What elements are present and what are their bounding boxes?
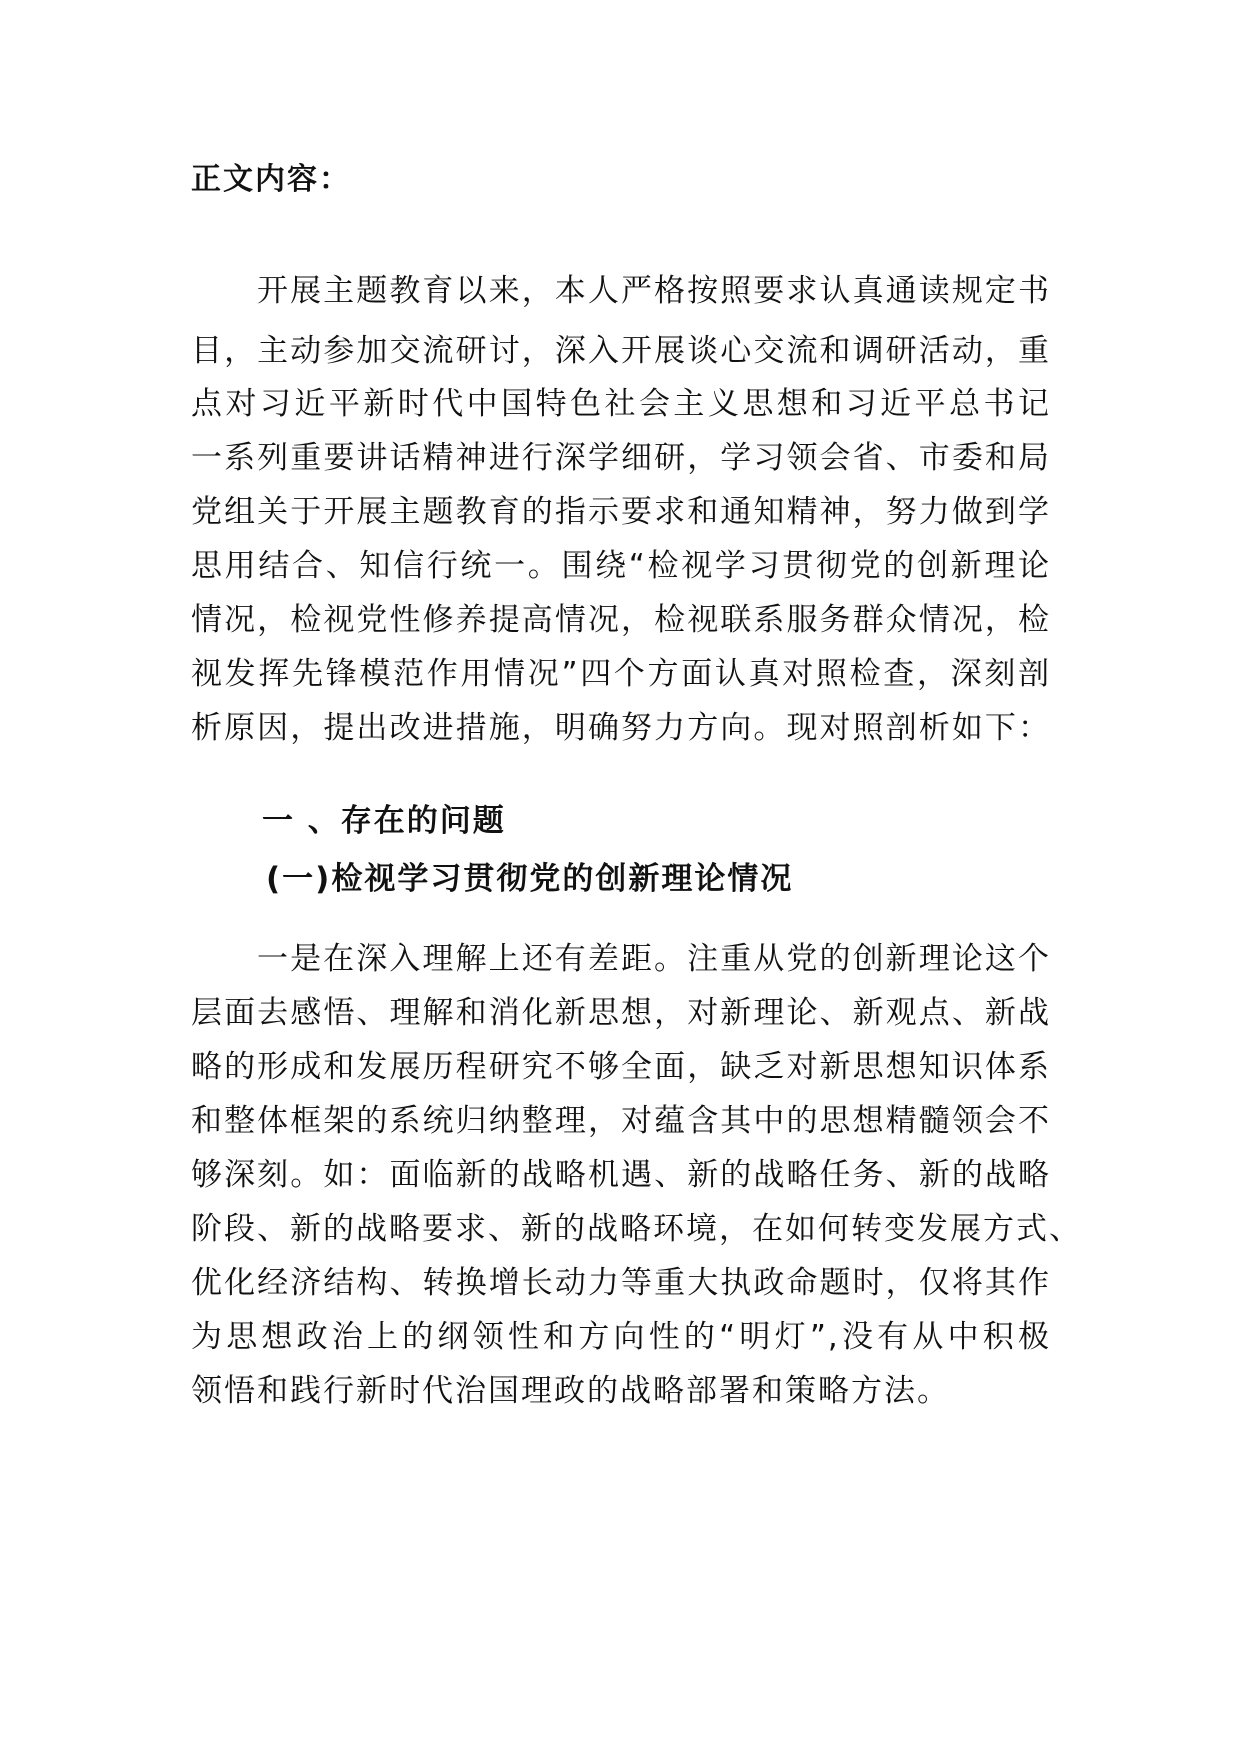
- intro-line: 析原因，提出改进措施，明确努力方向。现对照剖析如下：: [191, 710, 1051, 746]
- body-line: 够深刻。如：面临新的战略机遇、新的战略任务、新的战略: [191, 1157, 1051, 1193]
- body-line: 略的形成和发展历程研究不够全面，缺乏对新思想知识体系: [191, 1049, 1051, 1085]
- document-heading: 正文内容：: [191, 162, 351, 197]
- body-line: 一是在深入理解上还有差距。注重从党的创新理论这个: [257, 941, 1051, 977]
- intro-line: 一系列重要讲话精神进行深学细研，学习领会省、市委和局: [191, 440, 1051, 476]
- sub-section-title: (一)检视学习贯彻党的创新理论情况: [266, 861, 794, 897]
- intro-line: 情况，检视党性修养提高情况，检视联系服务群众情况，检: [191, 602, 1051, 638]
- intro-line: 开展主题教育以来，本人严格按照要求认真通读规定书: [257, 273, 1051, 309]
- intro-line: 思用结合、知信行统一。围绕“检视学习贯彻党的创新理论: [191, 548, 1051, 584]
- body-line: 为思想政治上的纲领性和方向性的“明灯”,没有从中积极: [191, 1319, 1051, 1355]
- body-line: 和整体框架的系统归纳整理，对蕴含其中的思想精髓领会不: [191, 1103, 1051, 1139]
- section-title: 一 、存在的问题: [262, 803, 506, 839]
- body-line: 阶段、新的战略要求、新的战略环境，在如何转变发展方式、: [191, 1211, 1082, 1247]
- intro-line: 视发挥先锋模范作用情况”四个方面认真对照检查，深刻剖: [191, 656, 1051, 692]
- body-line: 层面去感悟、理解和消化新思想，对新理论、新观点、新战: [191, 995, 1051, 1031]
- body-line: 领悟和践行新时代治国理政的战略部署和策略方法。: [191, 1373, 950, 1409]
- body-line: 优化经济结构、转换增长动力等重大执政命题时，仅将其作: [191, 1265, 1051, 1301]
- intro-line: 点对习近平新时代中国特色社会主义思想和习近平总书记: [191, 386, 1051, 422]
- intro-line: 党组关于开展主题教育的指示要求和通知精神，努力做到学: [191, 494, 1051, 530]
- intro-line: 目，主动参加交流研讨，深入开展谈心交流和调研活动，重: [191, 333, 1051, 369]
